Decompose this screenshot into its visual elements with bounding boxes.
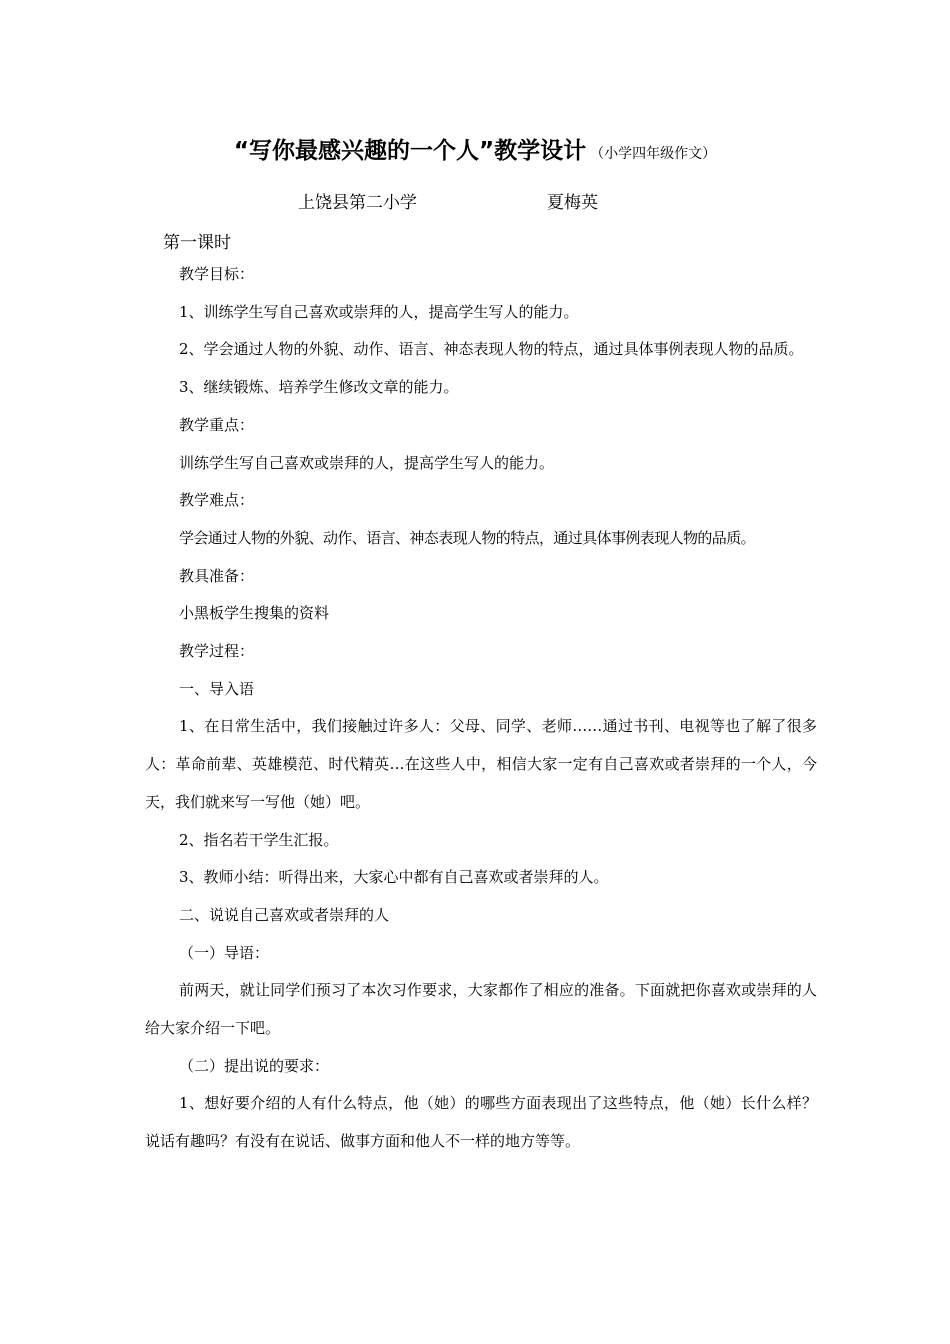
document-body xyxy=(145,256,817,1161)
paragraph: 2、指名若干学生汇报。 xyxy=(179,830,339,849)
paragraph: 1、想好要介绍的人有什么特点，他（她）的哪些方面表现出了这些特点，他（她）长什么样？说话有趣吗？有没有在说话、做事方面和他人不一样的地方等等。 xyxy=(145,1094,817,1151)
paragraph: 1、在日常生活中，我们接触过许多人：父母、同学、老师……通过书刊、电视等也了解了很多人：革命前辈、英雄模范、时代精英…在这些人中，相信大家一定有自己喜欢或者崇拜的一个人，今天，我们就来写一写他（她）吧。 xyxy=(145,717,817,811)
paragraph: 训练学生写自己喜欢或崇拜的人，提高学生写人的能力。 xyxy=(179,453,555,472)
paragraph: 2、学会通过人物的外貌、动作、语言、神态表现人物的特点，通过具体事例表现人物的品质。 xyxy=(179,340,804,359)
school-name: 上饶县第二小学 xyxy=(298,193,417,213)
paragraph: 教学重点： xyxy=(179,415,255,434)
paragraph: 教学目标： xyxy=(179,265,255,283)
paragraph: 二、说说自己喜欢或者崇拜的人 xyxy=(179,905,390,924)
paragraph: （一）导语： xyxy=(179,943,270,962)
paragraph: 1、训练学生写自己喜欢或崇拜的人，提高学生写人的能力。 xyxy=(179,302,579,321)
author-name: 夏梅英 xyxy=(547,193,598,213)
document-title-row xyxy=(0,132,950,165)
document-subtitle: （小学四年级作文） xyxy=(590,146,717,162)
paragraph: 小黑板学生搜集的资料 xyxy=(179,604,330,623)
paragraph: （二）提出说的要求： xyxy=(179,1056,330,1075)
paragraph: 一、导入语 xyxy=(179,679,255,698)
paragraph: 学会通过人物的外貌、动作、语言、神态表现人物的特点，通过具体事例表现人物的品质。 xyxy=(179,528,756,547)
paragraph: 教学难点： xyxy=(179,491,255,510)
paragraph: 3、继续锻炼、培养学生修改文章的能力。 xyxy=(179,378,459,397)
document-title: “写你最感兴趣的一个人”教学设计 xyxy=(233,138,587,164)
lesson-heading: 第一课时 xyxy=(163,233,231,253)
paragraph: 教学过程： xyxy=(179,642,255,661)
paragraph: 教具准备： xyxy=(179,566,255,585)
paragraph: 3、教师小结：听得出来，大家心中都有自己喜欢或者崇拜的人。 xyxy=(179,868,609,887)
paragraph: 前两天，就让同学们预习了本次习作要求，大家都作了相应的准备。下面就把你喜欢或崇拜的人给大家介绍一下吧。 xyxy=(145,981,817,1038)
